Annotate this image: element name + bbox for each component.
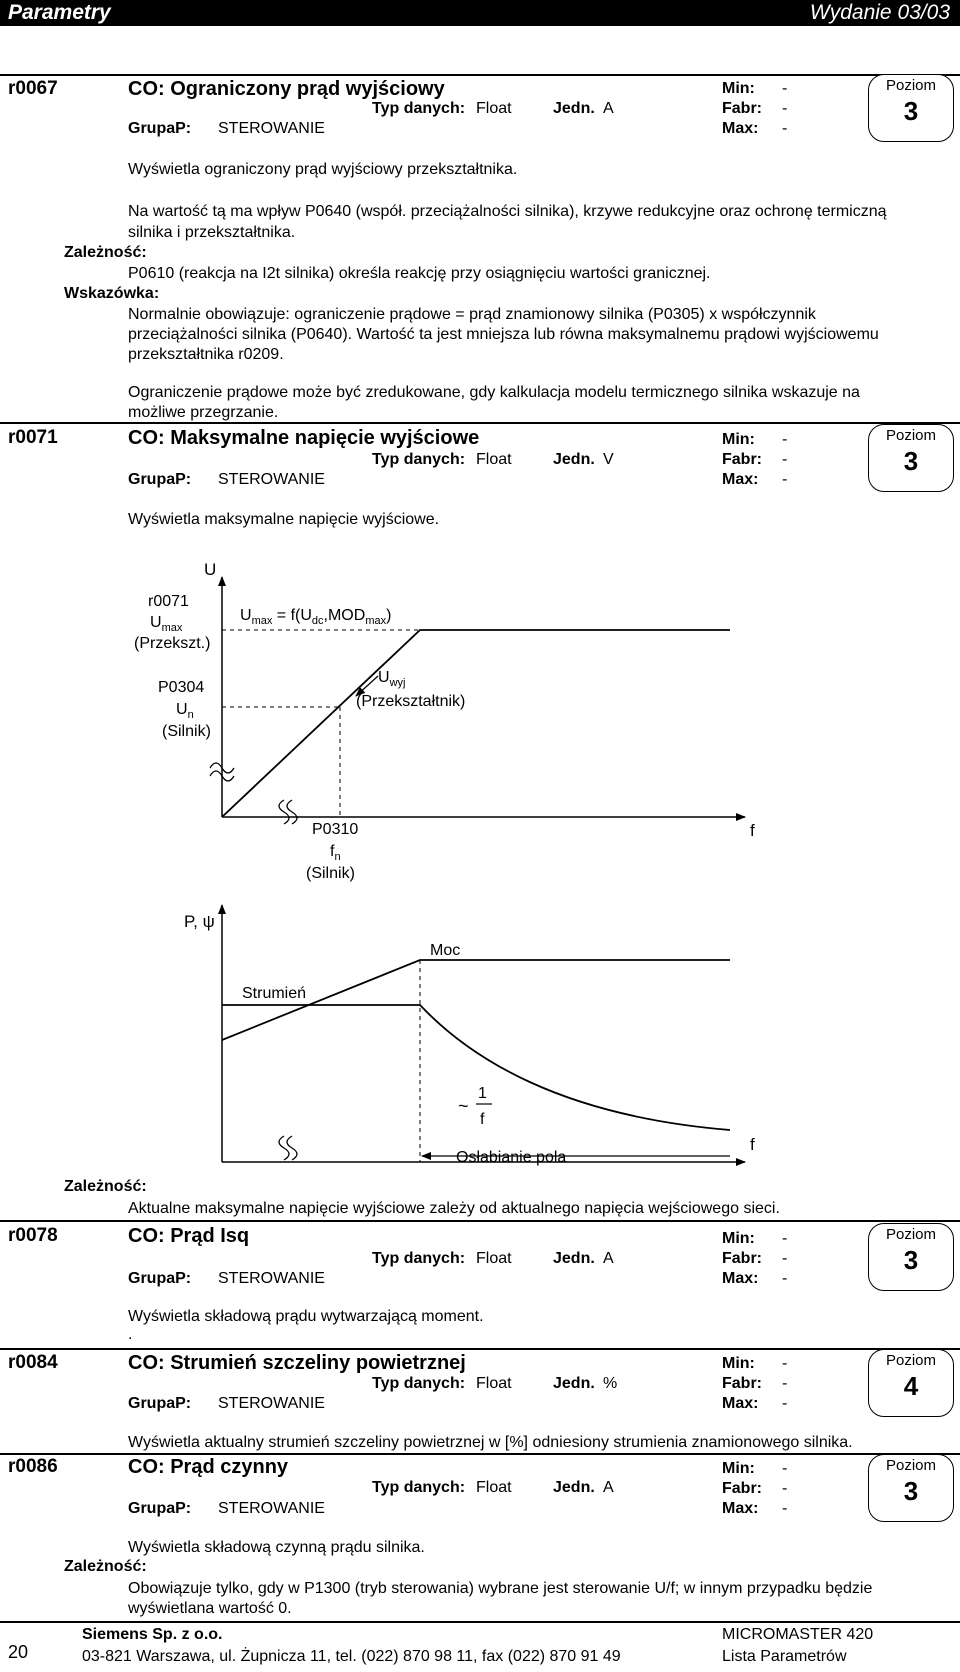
fabr-value: - (782, 1250, 788, 1267)
max-value: - (782, 1500, 788, 1517)
param-description: Wyświetla maksymalne napięcie wyjściowe. (128, 511, 440, 528)
note-text: Ograniczenie prądowe może być zredukowane, gdy kalkulacja modelu termicznego silnika wskazuje na (128, 384, 860, 401)
umax-curve (222, 630, 730, 817)
fabr-label: Fabr: (722, 451, 762, 468)
param-description: Wyświetla ograniczony prąd wyjściowy przekształtnika. (128, 161, 518, 178)
company-name: Siemens Sp. z o.o. (82, 1626, 223, 1643)
param-id: r0071 (8, 427, 58, 448)
uwyj-label: $U_{wyj}$ (378, 669, 406, 689)
level-value: 3 (903, 1476, 919, 1506)
min-label: Min: (722, 1460, 755, 1477)
param-description: Wyświetla składową czynną prądu silnika. (128, 1539, 425, 1556)
jedn-label: Jedn. (553, 100, 595, 117)
grupa-value: STEROWANIE (218, 471, 325, 488)
product-name: MICROMASTER 420 (722, 1626, 874, 1643)
param-text: Na wartość tą ma wpływ P0640 (współ. przeciążalności silnika), krzywe redukcyjne oraz ochronę termiczną (128, 203, 887, 220)
typ-value: Float (476, 1479, 512, 1496)
level-label: Poziom (885, 1226, 937, 1243)
note-label: Wskazówka: (64, 285, 160, 302)
grupa-label: GrupaP: (128, 471, 192, 488)
note-text: możliwe przegrzanie. (128, 404, 279, 421)
typ-value: Float (476, 1250, 512, 1267)
fabr-value: - (782, 451, 788, 468)
max-value: - (782, 1270, 788, 1287)
grupa-label: GrupaP: (128, 1500, 192, 1517)
param-description: Wyświetla składową prądu wytwarzającą moment. (128, 1308, 484, 1325)
typ-value: Float (476, 1375, 512, 1392)
axis-break-icon (279, 800, 297, 824)
jedn-value: A (603, 1250, 614, 1267)
axis-break-icon (279, 1136, 297, 1160)
max-label: Max: (722, 120, 759, 137)
dependency-text: Obowiązuje tylko, gdy w P1300 (tryb sterowania) wybrane jest sterowanie U/f; w innym przypadku będzie (128, 1580, 873, 1597)
fabr-value: - (782, 100, 788, 117)
note-text: przeciążalności silnika (P0640). Wartość ta jest mniejsza lub równa maksymalnemu prądowi wyjściowemu (128, 326, 879, 343)
jedn-value: A (603, 100, 614, 117)
umax-label: $U_{max}$ (150, 614, 183, 634)
fabr-label: Fabr: (722, 1375, 762, 1392)
min-label: Min: (722, 1355, 755, 1372)
jedn-label: Jedn. (553, 1479, 595, 1496)
min-value: - (782, 80, 788, 97)
fabr-label: Fabr: (722, 100, 762, 117)
u-axis-label: U (204, 560, 217, 579)
jedn-value: V (603, 451, 614, 468)
typ-label: Typ danych: (372, 1479, 466, 1496)
max-label: Max: (722, 1500, 759, 1517)
fn-label: $f_n$ (330, 843, 341, 863)
jedn-label: Jedn. (553, 1250, 595, 1267)
p0310-label: P0310 (312, 821, 359, 838)
grupa-value: STEROWANIE (218, 120, 325, 137)
strumien-label: Strumień (242, 985, 307, 1002)
un-label: $U_n$ (176, 701, 194, 721)
grupa-value: STEROWANIE (218, 1500, 325, 1517)
param-title: CO: Maksymalne napięcie wyjściowe (128, 427, 480, 449)
level-value: 3 (903, 1245, 919, 1275)
dependency-label: Zależność: (64, 1558, 147, 1575)
max-label: Max: (722, 1270, 759, 1287)
stray-dot: . (128, 1326, 133, 1343)
fabr-value: - (782, 1480, 788, 1497)
min-label: Min: (722, 1230, 755, 1247)
typ-label: Typ danych: (372, 451, 466, 468)
param-id: r0067 (8, 78, 58, 99)
grupa-label: GrupaP: (128, 1395, 192, 1412)
jedn-label: Jedn. (553, 1375, 595, 1392)
min-value: - (782, 1230, 788, 1247)
note-text: przekształtnika r0209. (128, 346, 284, 363)
min-label: Min: (722, 431, 755, 448)
p-psi-label: P, ψ (184, 912, 215, 931)
max-value: - (782, 471, 788, 488)
dependency-label: Zależność: (64, 1178, 147, 1195)
max-value: - (782, 1395, 788, 1412)
f-axis-label-lower: f (750, 1135, 755, 1154)
header-title: Parametry (8, 1, 111, 24)
param-title: CO: Strumień szczeliny powietrznej (128, 1352, 466, 1374)
f-axis-label: f (750, 821, 755, 840)
footer-rule (0, 1621, 960, 1623)
typ-label: Typ danych: (372, 1375, 466, 1392)
min-label: Min: (722, 80, 755, 97)
page-number: 20 (8, 1642, 29, 1662)
max-label: Max: (722, 471, 759, 488)
moc-label: Moc (430, 942, 461, 959)
grupa-label: GrupaP: (128, 1270, 192, 1287)
min-value: - (782, 1460, 788, 1477)
formula-label: $U_{max} = f(U_{dc},MOD_{max})$ (240, 607, 392, 627)
dependency-label: Zależność: (64, 244, 147, 261)
level-box (868, 1454, 954, 1522)
min-value: - (782, 1355, 788, 1372)
jedn-label: Jedn. (553, 451, 595, 468)
level-box (868, 1223, 954, 1291)
oslabianie-label: Osłabianie pola (456, 1149, 567, 1166)
param-id: r0084 (8, 1352, 58, 1373)
jedn-value: A (603, 1479, 614, 1496)
header-edition: Wydanie 03/03 (809, 1, 950, 24)
fraction-numerator: 1 (478, 1085, 487, 1102)
param-title: CO: Ograniczony prąd wyjściowy (128, 78, 445, 100)
param-title: CO: Prąd czynny (128, 1456, 289, 1478)
param-id: r0086 (8, 1456, 58, 1477)
level-label: Poziom (885, 77, 937, 94)
max-value: - (782, 120, 788, 137)
param-title: CO: Prąd Isq (128, 1225, 250, 1247)
section-rule (0, 1453, 960, 1455)
przekszt-label: (Przekszt.) (134, 635, 211, 652)
typ-value: Float (476, 100, 512, 117)
flux-curve (222, 1005, 730, 1130)
level-value: 3 (903, 446, 919, 476)
fabr-value: - (782, 1375, 788, 1392)
dependency-text: wyświetlana wartość 0. (128, 1600, 292, 1617)
min-value: - (782, 431, 788, 448)
level-value: 3 (903, 96, 919, 126)
section-rule (0, 1348, 960, 1350)
fabr-label: Fabr: (722, 1250, 762, 1267)
tilde-label: ~ (458, 1096, 469, 1116)
level-label: Poziom (885, 1352, 937, 1369)
param-description: Wyświetla aktualny strumień szczeliny powietrznej w [%] odniesiony strumienia znamionowego silnika. (128, 1434, 853, 1451)
r0071-label: r0071 (148, 593, 189, 610)
max-label: Max: (722, 1395, 759, 1412)
level-label: Poziom (885, 427, 937, 444)
company-address: 03-821 Warszawa, ul. Żupnicza 11, tel. (022) 870 98 11, fax (022) 870 91 49 (82, 1648, 621, 1665)
level-value: 4 (903, 1371, 919, 1401)
param-text: silnika i przekształtnika. (128, 224, 296, 241)
grupa-value: STEROWANIE (218, 1395, 325, 1412)
dependency-text: Aktualne maksymalne napięcie wyjściowe zależy od aktualnego napięcia wejściowego sieci. (128, 1200, 780, 1217)
typ-value: Float (476, 451, 512, 468)
p0304-label: P0304 (158, 679, 205, 696)
level-label: Poziom (885, 1457, 937, 1474)
document-name: Lista Parametrów (722, 1648, 847, 1665)
dependency-text: P0610 (reakcja na I2t silnika) określa reakcję przy osiągnięciu wartości granicznej. (128, 265, 711, 282)
grupa-value: STEROWANIE (218, 1270, 325, 1287)
silnik-label: (Silnik) (162, 723, 211, 740)
silnik2-label: (Silnik) (306, 865, 355, 882)
fabr-label: Fabr: (722, 1480, 762, 1497)
param-id: r0078 (8, 1225, 58, 1246)
note-text: Normalnie obowiązuje: ograniczenie prądowe = prąd znamionowy silnika (P0305) x współczynnik (128, 306, 816, 323)
grupa-label: GrupaP: (128, 120, 192, 137)
fraction-denominator: f (480, 1111, 485, 1128)
typ-label: Typ danych: (372, 1250, 466, 1267)
level-box (868, 1349, 954, 1417)
przeksztaltnik-label: (Przekształtnik) (356, 693, 466, 710)
section-rule (0, 1220, 960, 1222)
typ-label: Typ danych: (372, 100, 466, 117)
jedn-value: % (603, 1375, 618, 1392)
